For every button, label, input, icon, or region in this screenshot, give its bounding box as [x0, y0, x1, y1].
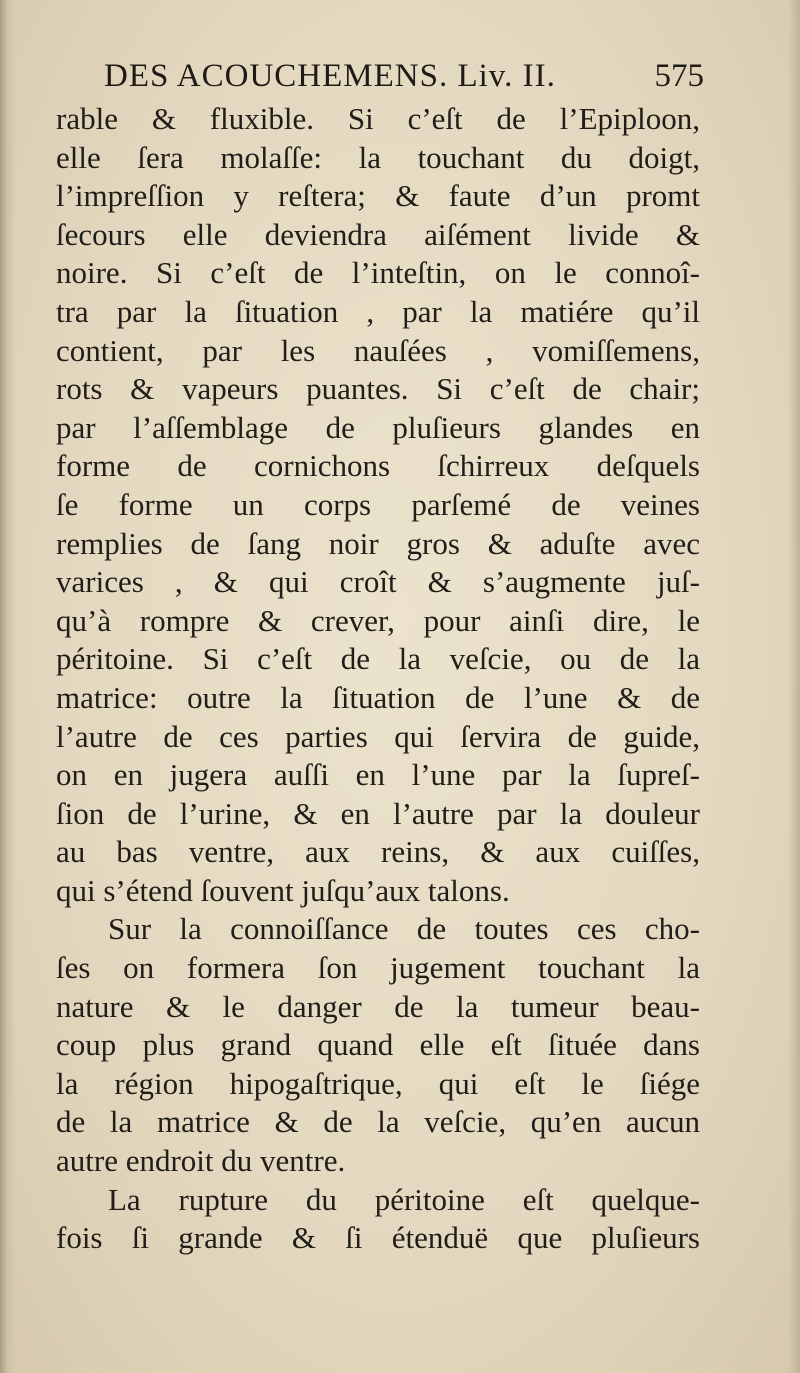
text-line-24: nature & le danger de la tumeur beau-: [56, 988, 700, 1024]
text-line-14: qu’à rompre & crever, pour ainſi dire, le: [56, 602, 700, 638]
text-line-27: de la matrice & de la veſcie, qu’en aucun: [56, 1104, 700, 1140]
text-line-10: forme de cornichons ſchirreux deſquels: [56, 448, 700, 484]
text-line-29: La rupture du péritoine eſt quelque-: [108, 1181, 700, 1217]
text-line-30: fois ſi grande & ſi étenduë que pluſieurs: [56, 1220, 700, 1256]
text-line-18: on en jugera auſſi en l’une par la ſupreſ-: [56, 757, 700, 793]
text-line-11: ſe forme un corps parſemé de veines: [56, 486, 700, 522]
text-line-6: tra par la ſituation , par la matiére qu’il: [56, 293, 700, 329]
text-line-12: remplies de ſang noir gros & aduſte avec: [56, 525, 700, 561]
page-right-edge-shadow: [788, 0, 800, 1373]
text-line-7: contient, par les nauſées , vomiſſemens,: [56, 332, 700, 368]
text-line-8: rots & vapeurs puantes. Si c’eſt de chair;: [56, 371, 700, 407]
text-line-2: elle ſera molaſſe: la touchant du doigt,: [56, 139, 700, 175]
text-line-25: coup plus grand quand elle eſt ſituée dans: [56, 1027, 700, 1063]
text-line-21: qui s’étend ſouvent juſqu’aux talons.: [56, 872, 510, 908]
text-line-19: ſion de l’urine, & en l’autre par la douleur: [56, 795, 700, 831]
text-line-16: matrice: outre la ſituation de l’une & de: [56, 679, 700, 715]
text-line-23: ſes on formera ſon jugement touchant la: [56, 950, 700, 986]
running-title: DES ACOUCHEMENS. Liv. II.: [104, 58, 556, 94]
text-line-28: autre endroit du ventre.: [56, 1143, 346, 1179]
text-line-9: par l’aſſemblage de pluſieurs glandes en: [56, 409, 700, 445]
text-line-20: au bas ventre, aux reins, & aux cuiſſes,: [56, 834, 700, 870]
text-line-26: la région hipogaſtrique, qui eſt le ſiége: [56, 1065, 700, 1101]
body-text: [56, 100, 700, 1258]
text-line-15: péritoine. Si c’eſt de la veſcie, ou de la: [56, 641, 700, 677]
page-left-edge-shadow: [0, 0, 16, 1373]
text-line-17: l’autre de ces parties qui ſervira de guide,: [56, 718, 700, 754]
text-line-22: Sur la connoiſſance de toutes ces cho-: [108, 911, 700, 947]
text-line-1: rable & fluxible. Si c’eſt de l’Epiploon,: [56, 101, 700, 136]
text-line-13: varices , & qui croît & s’augmente juſ-: [56, 564, 700, 600]
page-number: 575: [654, 58, 704, 94]
running-header: [104, 58, 704, 104]
text-line-5: noire. Si c’eſt de l’inteſtin, on le connoî-: [56, 255, 700, 291]
text-line-4: ſecours elle deviendra aiſément livide &: [56, 216, 700, 252]
text-line-3: l’impreſſion y reſtera; & faute d’un promt: [56, 178, 700, 214]
